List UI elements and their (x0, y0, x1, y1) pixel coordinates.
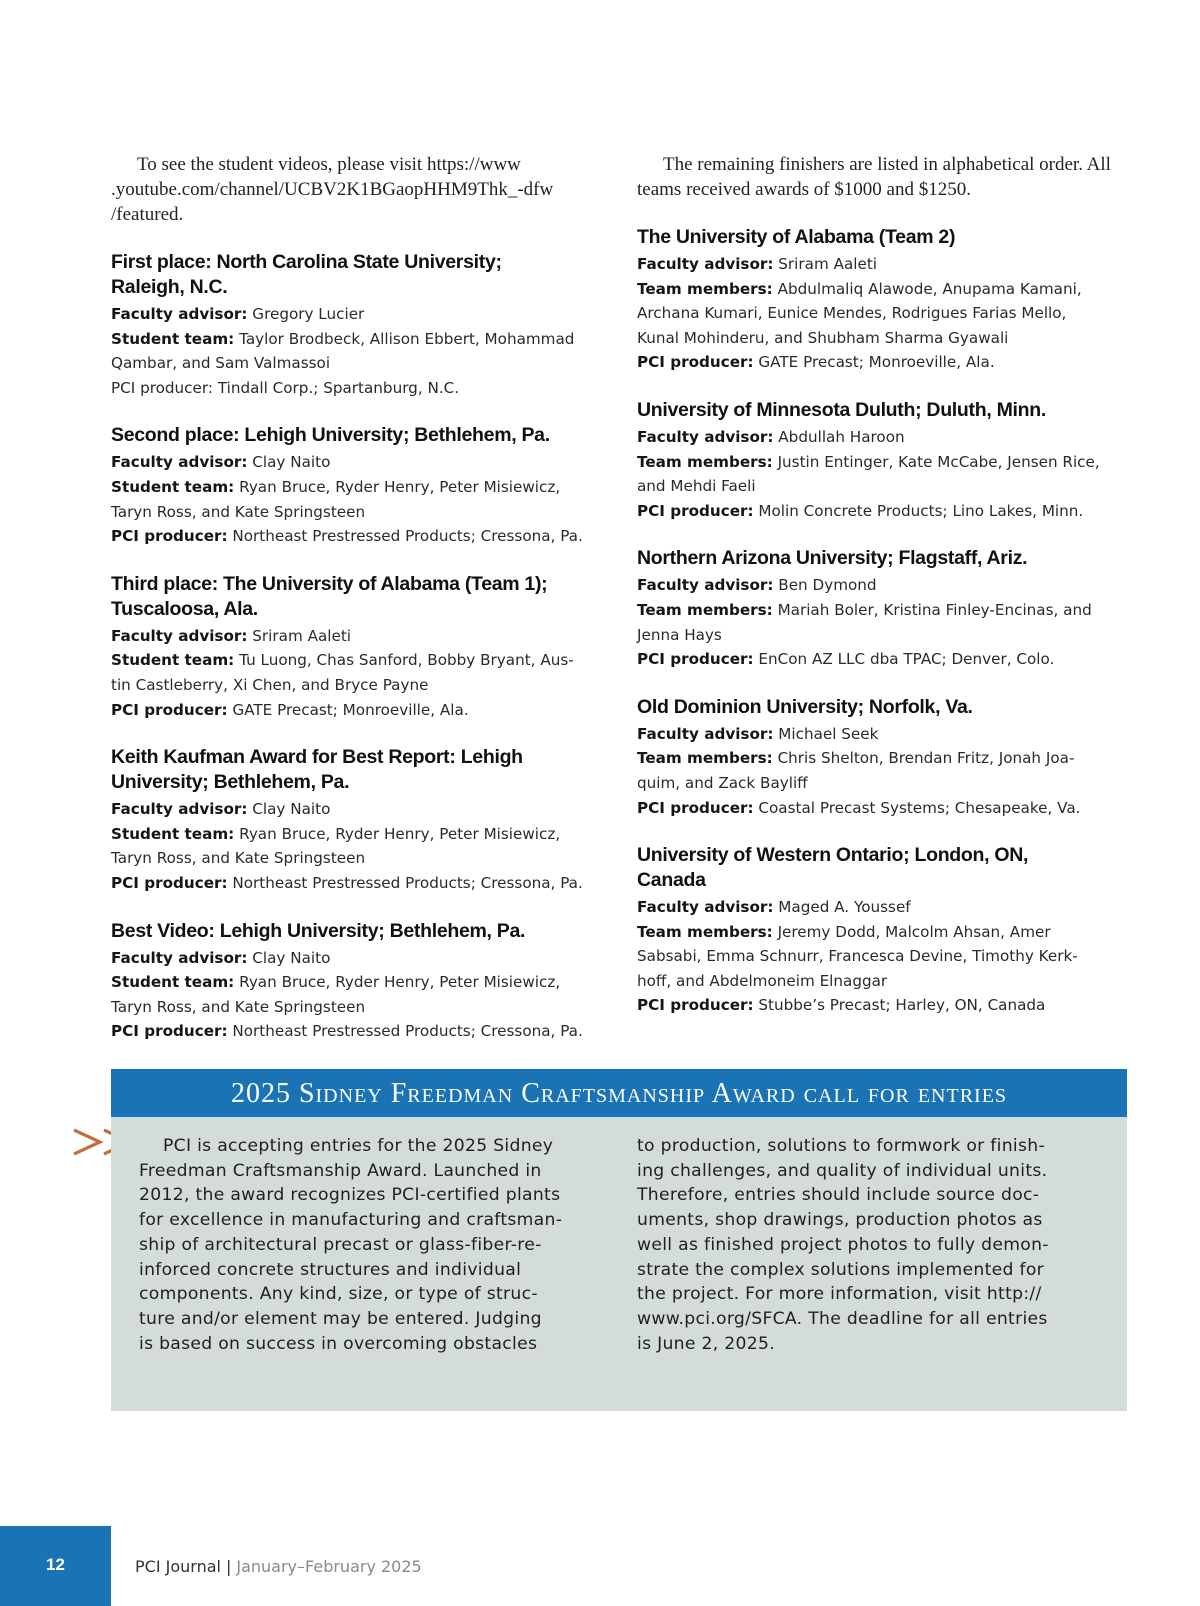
team-line (111, 995, 596, 1020)
team-text: Abdulmaliq Alawode, Anupama Kamani, (777, 279, 1082, 298)
pci-producer (637, 350, 1122, 375)
advisor-label: Faculty advisor: (637, 898, 774, 917)
pci-producer (111, 698, 596, 723)
journal-name: PCI Journal (135, 1557, 221, 1576)
team-members (637, 450, 1122, 499)
team-text: Ryan Bruce, Ryder Henry, Peter Misiewicz, (239, 973, 561, 992)
advisor-label: Faculty advisor: (111, 948, 248, 967)
callout-line: the project. For more information, visit http:// (637, 1284, 1042, 1305)
team-label: Team members: (637, 749, 773, 768)
team-members (637, 920, 1122, 994)
team-line (111, 351, 596, 376)
team-label: Student team: (111, 477, 235, 496)
award-entry (111, 423, 596, 548)
left-column (111, 152, 596, 1044)
intro-line: teams received awards of $1000 and $1250. (637, 179, 971, 200)
callout-line: inforced concrete structures and individual (139, 1259, 522, 1280)
team-label: Team members: (637, 922, 773, 941)
callout-line: ing challenges, and quality of individual units. (637, 1160, 1048, 1181)
faculty-advisor (637, 252, 1122, 277)
team-text: Kunal Mohinderu, and Shubham Sharma Gyawali (637, 328, 1009, 347)
team-members (111, 648, 596, 697)
team-line (637, 623, 1122, 648)
callout-line: to production, solutions to formwork or finish- (637, 1136, 1045, 1156)
team-line (111, 475, 596, 500)
team-line (637, 474, 1122, 499)
advisor-label: Faculty advisor: (111, 626, 248, 645)
callout-line: ture and/or element may be entered. Judging (139, 1308, 542, 1329)
producer-label: PCI producer: (111, 700, 228, 719)
heading-line: Northern Arizona University; Flagstaff, Ariz. (637, 547, 1028, 570)
team-text: Mariah Boler, Kristina Finley-Encinas, and (777, 600, 1092, 619)
callout-line: well as finished project photos to fully demon- (637, 1234, 1049, 1255)
team-text: Ryan Bruce, Ryder Henry, Peter Misiewicz, (239, 824, 561, 843)
producer-name: GATE Precast; Monroeville, Ala. (232, 700, 469, 719)
right-column (637, 152, 1122, 1018)
callout-text-right (637, 1134, 1092, 1356)
finishers-intro (637, 152, 1122, 202)
team-line (637, 969, 1122, 994)
callout-line: is based on success in overcoming obstacles (139, 1333, 538, 1354)
callout-title: 2025 Sidney Freedman Craftsmanship Award call for entries (111, 1069, 1127, 1117)
heading-line: University; Bethlehem, Pa. (111, 771, 350, 794)
callout-line: components. Any kind, size, or type of struc- (139, 1284, 538, 1305)
advisor-name: Ben Dymond (778, 576, 877, 595)
producer-label: PCI producer: (111, 1022, 228, 1041)
pci-producer (637, 499, 1122, 524)
producer-name: GATE Precast; Monroeville, Ala. (758, 353, 995, 372)
team-label: Team members: (637, 279, 773, 298)
intro-line: .youtube.com/channel/UCBV2K1BGaopHHM9Thk_-dfw (111, 179, 554, 200)
team-line (637, 450, 1122, 475)
advisor-name: Maged A. Youssef (778, 898, 911, 917)
advisor-label: Faculty advisor: (637, 724, 774, 743)
producer-name: EnCon AZ LLC dba TPAC; Denver, Colo. (758, 650, 1055, 669)
team-text: Justin Entinger, Kate McCabe, Jensen Rice, (777, 452, 1100, 471)
award-entry (637, 695, 1122, 820)
team-label: Team members: (637, 600, 773, 619)
team-text: Ryan Bruce, Ryder Henry, Peter Misiewicz, (239, 477, 561, 496)
entry-heading (637, 843, 1122, 893)
entry-heading (637, 225, 1122, 250)
pci-producer (637, 796, 1122, 821)
heading-line: Raleigh, N.C. (111, 276, 228, 298)
team-text: Jenna Hays (637, 625, 722, 644)
team-members (637, 746, 1122, 795)
entry-heading (637, 695, 1122, 720)
pci-producer (111, 1019, 596, 1044)
callout-line: is June 2, 2025. (637, 1333, 775, 1354)
team-text: Taylor Brodbeck, Allison Ebbert, Mohammad (239, 329, 575, 348)
team-text: and Mehdi Faeli (637, 477, 756, 496)
award-entry (111, 572, 596, 722)
producer-label: PCI producer: (111, 527, 228, 546)
team-text: Jeremy Dodd, Malcolm Ahsan, Amer (777, 922, 1051, 941)
entry-heading (111, 745, 596, 795)
advisor-label: Faculty advisor: (637, 427, 774, 446)
team-text: Chris Shelton, Brendan Fritz, Jonah Joa- (777, 749, 1075, 768)
team-line (637, 598, 1122, 623)
team-line (637, 326, 1122, 351)
advisor-label: Faculty advisor: (111, 453, 248, 472)
callout-line: 2012, the award recognizes PCI-certified plants (139, 1185, 561, 1206)
heading-line: Tuscaloosa, Ala. (111, 597, 258, 620)
producer-name: Northeast Prestressed Products; Cressona, Pa. (232, 1022, 583, 1041)
team-text: Taryn Ross, and Kate Springsteen (111, 997, 366, 1016)
advisor-name: Gregory Lucier (252, 305, 365, 323)
heading-line: University of Western Ontario; London, ON, (637, 844, 1029, 867)
callout-line: strate the complex solutions implemented for (637, 1259, 1045, 1280)
award-entry (637, 225, 1122, 375)
entry-heading (111, 919, 596, 944)
award-entry (111, 250, 596, 400)
team-line (637, 771, 1122, 796)
intro-line: /featured. (111, 204, 184, 225)
team-label: Team members: (637, 452, 773, 471)
heading-line: Best Video: Lehigh University; Bethlehem, Pa. (111, 919, 526, 942)
team-label: Student team: (111, 824, 235, 843)
heading-line: Third place: The University of Alabama (Team 1); (111, 572, 548, 595)
advisor-name: Sriram Aaleti (252, 626, 352, 645)
advisor-name: Abdullah Haroon (778, 427, 905, 446)
heading-line: Old Dominion University; Norfolk, Va. (637, 695, 973, 718)
team-line (637, 746, 1122, 771)
callout-line: Therefore, entries should include source doc- (637, 1185, 1040, 1206)
producer-label: PCI producer: (637, 501, 754, 520)
pci-producer (637, 647, 1122, 672)
pci-producer (111, 376, 596, 401)
advisor-label: Faculty advisor: (637, 255, 774, 273)
team-text: tin Castleberry, Xi Chen, and Bryce Payne (111, 675, 429, 694)
team-members (111, 327, 596, 376)
team-text: Sabsabi, Emma Schnurr, Francesca Devine, Timothy Kerk- (637, 947, 1078, 966)
callout-line: www.pci.org/SFCA. The deadline for all entries (637, 1308, 1048, 1329)
producer-label: PCI producer: (637, 650, 754, 669)
faculty-advisor (637, 722, 1122, 747)
running-footer (135, 1557, 422, 1576)
team-text: Qambar, and Sam Valmassoi (111, 354, 331, 373)
faculty-advisor (637, 425, 1122, 450)
page-number-tab (0, 1526, 111, 1606)
producer-name: Northeast Prestressed Products; Cressona, Pa. (232, 527, 583, 546)
award-entry (637, 398, 1122, 523)
team-text: Taryn Ross, and Kate Springsteen (111, 502, 366, 521)
team-line (637, 944, 1122, 969)
heading-line: University of Minnesota Duluth; Duluth, Minn. (637, 398, 1046, 421)
producer-label: PCI producer: (637, 798, 754, 817)
issue-date: January–February 2025 (236, 1557, 422, 1576)
team-line (111, 970, 596, 995)
callout-line: Freedman Craftsmanship Award. Launched in (139, 1160, 542, 1181)
team-label: Student team: (111, 329, 235, 348)
entry-heading (637, 546, 1122, 571)
team-members (111, 970, 596, 1019)
team-members (637, 277, 1122, 351)
entry-heading (111, 250, 596, 300)
heading-line: The University of Alabama (Team 2) (637, 226, 956, 248)
team-members (111, 822, 596, 871)
advisor-name: Sriram Aaleti (778, 255, 878, 273)
producer-name: Northeast Prestressed Products; Cressona, Pa. (232, 873, 583, 892)
finisher-entries (637, 225, 1122, 1018)
heading-line: Canada (637, 869, 706, 892)
faculty-advisor (111, 624, 596, 649)
advisor-name: Clay Naito (252, 800, 331, 819)
advisor-label: Faculty advisor: (637, 576, 774, 595)
faculty-advisor (111, 302, 596, 327)
pci-producer (111, 871, 596, 896)
callout-line: ship of architectural precast or glass-fiber-re- (139, 1234, 542, 1255)
producer-name: Stubbe’s Precast; Harley, ON, Canada (758, 996, 1046, 1015)
heading-line: Second place: Lehigh University; Bethlehem, Pa. (111, 424, 550, 447)
award-entries (111, 250, 596, 1044)
team-members (637, 598, 1122, 647)
team-line (111, 673, 596, 698)
team-text: quim, and Zack Bayliff (637, 773, 808, 792)
award-entry (637, 546, 1122, 671)
heading-line: First place: North Carolina State University; (111, 251, 502, 273)
team-text: Taryn Ross, and Kate Springsteen (111, 849, 366, 868)
team-label: Student team: (111, 973, 235, 992)
award-entry (637, 843, 1122, 1018)
page-number: 12 (46, 1555, 65, 1574)
advisor-label: Faculty advisor: (111, 800, 248, 819)
team-line (111, 327, 596, 352)
team-label: Student team: (111, 651, 235, 670)
team-line (111, 822, 596, 847)
pci-producer (111, 524, 596, 549)
producer-name: PCI producer: Tindall Corp.; Spartanburg, N.C. (111, 378, 460, 397)
faculty-advisor (637, 895, 1122, 920)
producer-name: Coastal Precast Systems; Chesapeake, Va. (758, 798, 1081, 817)
faculty-advisor (111, 946, 596, 971)
team-line (111, 648, 596, 673)
pci-producer (637, 993, 1122, 1018)
team-text: Tu Luong, Chas Sanford, Bobby Bryant, Aus- (239, 651, 574, 670)
callout-line: PCI is accepting entries for the 2025 Sidney (163, 1136, 554, 1156)
callout-text-left (139, 1134, 594, 1356)
award-entry (111, 745, 596, 895)
producer-label: PCI producer: (637, 996, 754, 1015)
heading-line: Keith Kaufman Award for Best Report: Lehigh (111, 746, 523, 769)
award-entry (111, 919, 596, 1044)
entry-heading (637, 398, 1122, 423)
call-for-entries-box (111, 1069, 1127, 1411)
faculty-advisor (111, 797, 596, 822)
team-line (637, 920, 1122, 945)
entry-heading (111, 423, 596, 448)
team-line (111, 500, 596, 525)
advisor-name: Clay Naito (252, 453, 331, 472)
entry-heading (111, 572, 596, 622)
callout-line: for excellence in manufacturing and craftsman- (139, 1210, 563, 1231)
chevron-1 (74, 1130, 100, 1154)
team-text: hoff, and Abdelmoneim Elnaggar (637, 971, 888, 990)
team-line (111, 846, 596, 871)
faculty-advisor (637, 573, 1122, 598)
faculty-advisor (111, 450, 596, 475)
team-members (111, 475, 596, 524)
team-line (637, 277, 1122, 302)
advisor-label: Faculty advisor: (111, 305, 248, 323)
team-line (637, 301, 1122, 326)
producer-name: Molin Concrete Products; Lino Lakes, Minn. (758, 501, 1084, 520)
advisor-name: Michael Seek (778, 724, 879, 743)
footer-separator: | (225, 1557, 232, 1576)
team-text: Archana Kumari, Eunice Mendes, Rodrigues Farias Mello, (637, 304, 1067, 323)
intro-line: The remaining finishers are listed in alphabetical order. All (663, 154, 1111, 175)
callout-line: uments, shop drawings, production photos as (637, 1210, 1043, 1231)
producer-label: PCI producer: (111, 873, 228, 892)
advisor-name: Clay Naito (252, 948, 331, 967)
intro-line: To see the student videos, please visit https://www (137, 154, 521, 175)
producer-label: PCI producer: (637, 353, 754, 372)
video-intro (111, 152, 596, 227)
